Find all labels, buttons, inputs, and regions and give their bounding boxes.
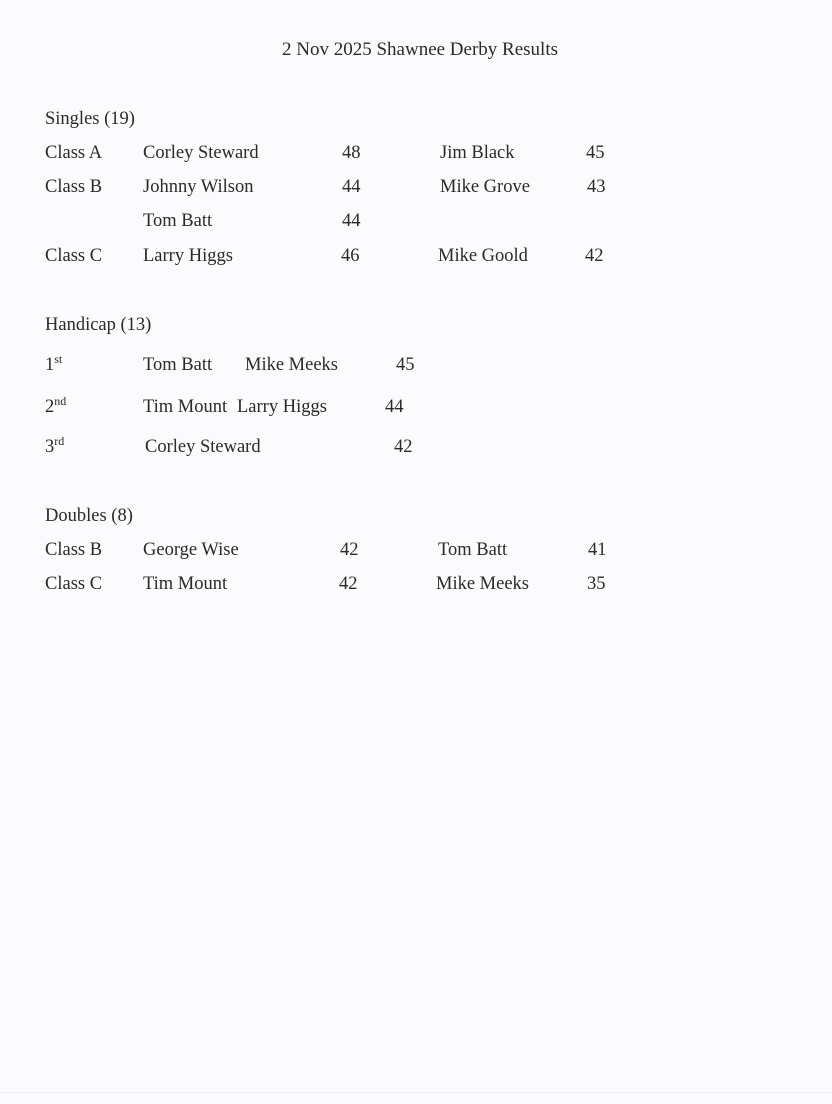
handicap-place-2-number: 2 — [45, 397, 55, 417]
singles-row-4-name2: Mike Goold — [438, 246, 528, 266]
singles-row-2-score2: 43 — [587, 177, 606, 197]
singles-heading: Singles (19) — [45, 109, 135, 129]
singles-row-1-name2: Jim Black — [440, 143, 515, 163]
singles-row-3-score1: 44 — [342, 211, 361, 231]
singles-row-3-name1: Tom Batt — [143, 211, 213, 231]
handicap-row-1-score: 45 — [396, 355, 415, 375]
singles-row-1-name1: Corley Steward — [143, 143, 259, 163]
handicap-row-1-name-b: Mike Meeks — [245, 355, 338, 375]
singles-row-2-score1: 44 — [342, 177, 361, 197]
doubles-row-2-name2: Mike Meeks — [436, 574, 529, 594]
handicap-row-1-name-a: Tom Batt — [143, 355, 213, 375]
singles-row-4-score2: 42 — [585, 246, 604, 266]
singles-row-1-class: Class A — [45, 143, 103, 163]
doubles-heading: Doubles (8) — [45, 506, 133, 526]
singles-row-2-name2: Mike Grove — [440, 177, 530, 197]
doubles-row-2-score2: 35 — [587, 574, 606, 594]
handicap-row-3-score: 42 — [394, 437, 413, 457]
singles-row-1-score2: 45 — [586, 143, 605, 163]
singles-row-2-name1: Johnny Wilson — [143, 177, 254, 197]
handicap-place-2-suffix: nd — [54, 394, 67, 408]
handicap-place-2 — [45, 394, 67, 417]
handicap-place-1-suffix: st — [54, 352, 63, 366]
doubles-row-1-score1: 42 — [340, 540, 359, 560]
doubles-row-1-name1: George Wise — [143, 540, 239, 560]
handicap-row-2-name-b: Larry Higgs — [237, 397, 327, 417]
doubles-row-1-score2: 41 — [588, 540, 607, 560]
singles-row-4-class: Class C — [45, 246, 103, 266]
handicap-place-3 — [45, 434, 65, 457]
handicap-row-3-name-a: Corley Steward — [145, 437, 261, 457]
handicap-place-1 — [45, 352, 63, 375]
page-edge-line — [0, 1092, 832, 1093]
doubles-row-2-class: Class C — [45, 574, 103, 594]
handicap-row-2-score: 44 — [385, 397, 404, 417]
handicap-row-2-name-a: Tim Mount — [143, 397, 228, 417]
singles-row-1-score1: 48 — [342, 143, 361, 163]
singles-row-4-name1: Larry Higgs — [143, 246, 233, 266]
singles-row-4-score1: 46 — [341, 246, 360, 266]
handicap-place-3-number: 3 — [45, 437, 55, 457]
doubles-row-2-score1: 42 — [339, 574, 358, 594]
handicap-place-1-number: 1 — [45, 355, 55, 375]
doubles-row-1-class: Class B — [45, 540, 103, 560]
doubles-row-2-name1: Tim Mount — [143, 574, 228, 594]
page-title: 2 Nov 2025 Shawnee Derby Results — [282, 39, 558, 60]
singles-row-2-class: Class B — [45, 177, 103, 197]
doubles-row-1-name2: Tom Batt — [438, 540, 508, 560]
handicap-heading: Handicap (13) — [45, 315, 152, 335]
handicap-place-3-suffix: rd — [54, 434, 65, 448]
